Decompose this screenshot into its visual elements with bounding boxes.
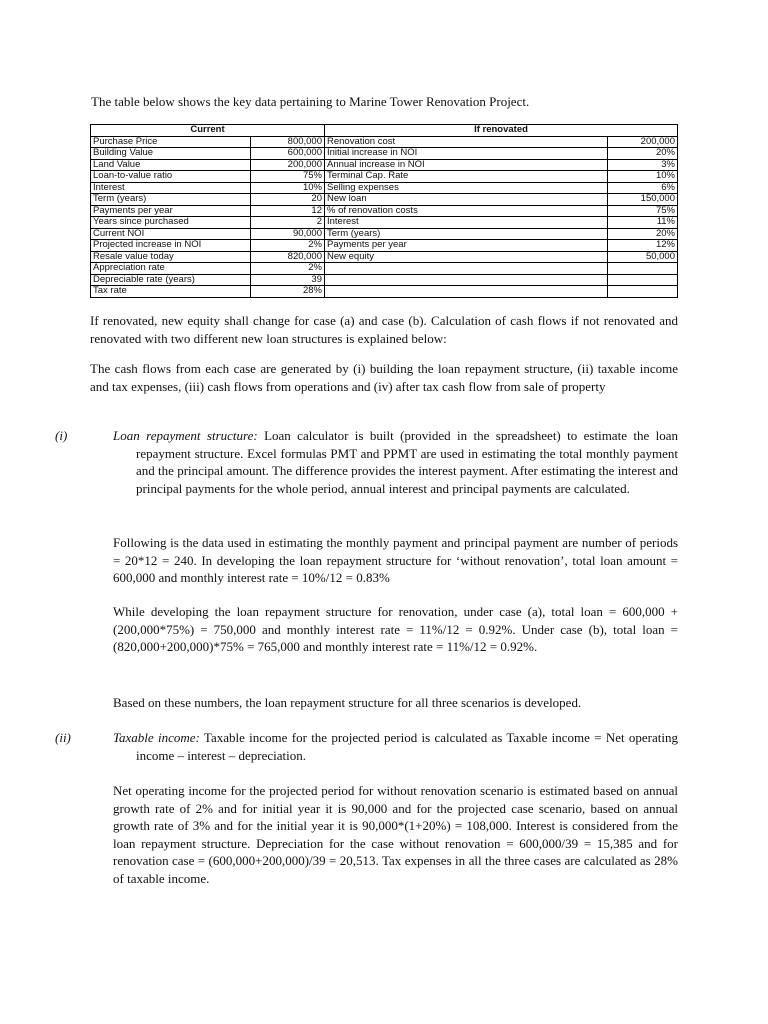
current-label-cell: Payments per year	[91, 205, 251, 217]
current-label-cell: Resale value today	[91, 251, 251, 263]
table-row	[91, 228, 678, 240]
item-marker: (ii)	[55, 730, 71, 745]
renovation-loan-paragraph: While developing the loan repayment structure for renovation, under case (a), total loan = 600,000 + (200,000*75%) = 750,000 and monthly interest rate = 11%/12 = 0.92%. Under case (b), total loan = (820,000+200,000)*75% = 765,000 and monthly interest rate = 11%/12 = 0.92%.	[113, 604, 678, 654]
taxable-income-heading: Taxable income:	[113, 730, 200, 745]
renovated-value-cell: 200,000	[608, 136, 678, 148]
renovated-value-cell: 10%	[608, 171, 678, 183]
renovated-value-cell: 20%	[608, 228, 678, 240]
current-label-cell: Interest	[91, 182, 251, 194]
header-current: Current	[91, 125, 325, 137]
header-if-renovated: If renovated	[325, 125, 678, 137]
renovated-value-cell: 50,000	[608, 251, 678, 263]
taxable-income-text	[113, 729, 678, 764]
table-header-row	[91, 125, 678, 137]
renovated-label-cell	[325, 263, 608, 275]
current-label-cell: Purchase Price	[91, 136, 251, 148]
table-row	[91, 251, 678, 263]
current-label-cell: Years since purchased	[91, 217, 251, 229]
renovated-label-cell: Renovation cost	[325, 136, 608, 148]
table-row	[91, 182, 678, 194]
current-value-cell: 820,000	[251, 251, 325, 263]
table-row	[91, 205, 678, 217]
current-label-cell: Current NOI	[91, 228, 251, 240]
current-value-cell: 39	[251, 274, 325, 286]
renovated-label-cell	[325, 274, 608, 286]
renovated-value-cell	[608, 286, 678, 298]
loan-repayment-item	[55, 427, 678, 497]
current-value-cell: 800,000	[251, 136, 325, 148]
loan-repayment-heading: Loan repayment structure:	[113, 428, 258, 443]
current-label-cell: Loan-to-value ratio	[91, 171, 251, 183]
table-row	[91, 240, 678, 252]
loan-repayment-body: Loan calculator is built (provided in the spreadsheet) to estimate the loan repayment structure. Excel formulas PMT and PPMT are used in estimating the total monthly payment and the principal amount. The difference provides the interest payment. After estimating the interest and principal payments for the whole period, annual interest and principal payments are calculated.	[136, 428, 679, 496]
renovated-label-cell: Terminal Cap. Rate	[325, 171, 608, 183]
current-value-cell: 75%	[251, 171, 325, 183]
renovated-value-cell	[608, 263, 678, 275]
renovation-paragraph: If renovated, new equity shall change for case (a) and case (b). Calculation of cash flows if not renovated and renovated with two different new loan structures is explained below:	[90, 313, 678, 346]
renovated-label-cell: Initial increase in NOI	[325, 148, 608, 160]
loan-data-paragraph: Following is the data used in estimating the monthly payment and principal payment are number of periods = 20*12 = 240. In developing the loan repayment structure for ‘without renovation’, total loan amount = 600,000 and monthly interest rate = 10%/12 = 0.83%	[113, 535, 678, 585]
taxable-income-item	[55, 729, 678, 764]
table-row	[91, 136, 678, 148]
current-value-cell: 2%	[251, 240, 325, 252]
current-label-cell: Building Value	[91, 148, 251, 160]
current-label-cell: Depreciable rate (years)	[91, 274, 251, 286]
table-row	[91, 171, 678, 183]
renovated-label-cell	[325, 286, 608, 298]
loan-repayment-text	[113, 427, 678, 497]
current-value-cell: 12	[251, 205, 325, 217]
current-value-cell: 2%	[251, 263, 325, 275]
current-value-cell: 200,000	[251, 159, 325, 171]
current-label-cell: Appreciation rate	[91, 263, 251, 275]
renovated-label-cell: New equity	[325, 251, 608, 263]
renovated-label-cell: Term (years)	[325, 228, 608, 240]
table-row	[91, 217, 678, 229]
renovated-label-cell: % of renovation costs	[325, 205, 608, 217]
renovated-value-cell	[608, 274, 678, 286]
current-label-cell: Land Value	[91, 159, 251, 171]
current-value-cell: 90,000	[251, 228, 325, 240]
cash-flow-paragraph: The cash flows from each case are generated by (i) building the loan repayment structure, (ii) taxable income and tax expenses, (iii) cash flows from operations and (iv) after tax cash flow from sale of property	[90, 361, 678, 394]
noi-paragraph: Net operating income for the projected period for without renovation scenario is estimated based on annual growth rate of 2% and for initial year it is 90,000 and for the projected case scenario, based on annual growth rate of 3% and for the initial year it is 90,000*(1+20%) = 108,000. Interest is considered from the loan repayment structure. Depreciation for the case without renovation = 600,000/39 = 15,385 and for renovation case = (600,000+200,000)/39 = 20,513. Tax expenses in all the three cases are calculated as 28% of taxable income.	[113, 783, 678, 886]
renovated-value-cell: 150,000	[608, 194, 678, 206]
renovated-value-cell: 3%	[608, 159, 678, 171]
table-row	[91, 194, 678, 206]
renovated-value-cell: 11%	[608, 217, 678, 229]
table-row	[91, 263, 678, 275]
renovated-label-cell: Payments per year	[325, 240, 608, 252]
current-value-cell: 10%	[251, 182, 325, 194]
table-row	[91, 286, 678, 298]
renovated-value-cell: 75%	[608, 205, 678, 217]
item-marker: (i)	[55, 428, 68, 443]
scenarios-paragraph: Based on these numbers, the loan repayment structure for all three scenarios is developed.	[113, 695, 582, 710]
current-label-cell: Tax rate	[91, 286, 251, 298]
renovated-value-cell: 12%	[608, 240, 678, 252]
current-value-cell: 600,000	[251, 148, 325, 160]
renovated-label-cell: Annual increase in NOI	[325, 159, 608, 171]
renovated-value-cell: 20%	[608, 148, 678, 160]
current-value-cell: 2	[251, 217, 325, 229]
intro-text: The table below shows the key data pertaining to Marine Tower Renovation Project.	[91, 94, 530, 109]
table-row	[91, 274, 678, 286]
renovated-value-cell: 6%	[608, 182, 678, 194]
current-value-cell: 20	[251, 194, 325, 206]
renovated-label-cell: Interest	[325, 217, 608, 229]
current-value-cell: 28%	[251, 286, 325, 298]
taxable-income-body: Taxable income for the projected period is calculated as Taxable income = Net operating income – interest – depreciation.	[136, 730, 678, 763]
renovated-label-cell: New loan	[325, 194, 608, 206]
current-label-cell: Term (years)	[91, 194, 251, 206]
current-label-cell: Projected increase in NOI	[91, 240, 251, 252]
renovated-label-cell: Selling expenses	[325, 182, 608, 194]
project-data-table	[90, 124, 678, 298]
table-row	[91, 159, 678, 171]
table-row	[91, 148, 678, 160]
